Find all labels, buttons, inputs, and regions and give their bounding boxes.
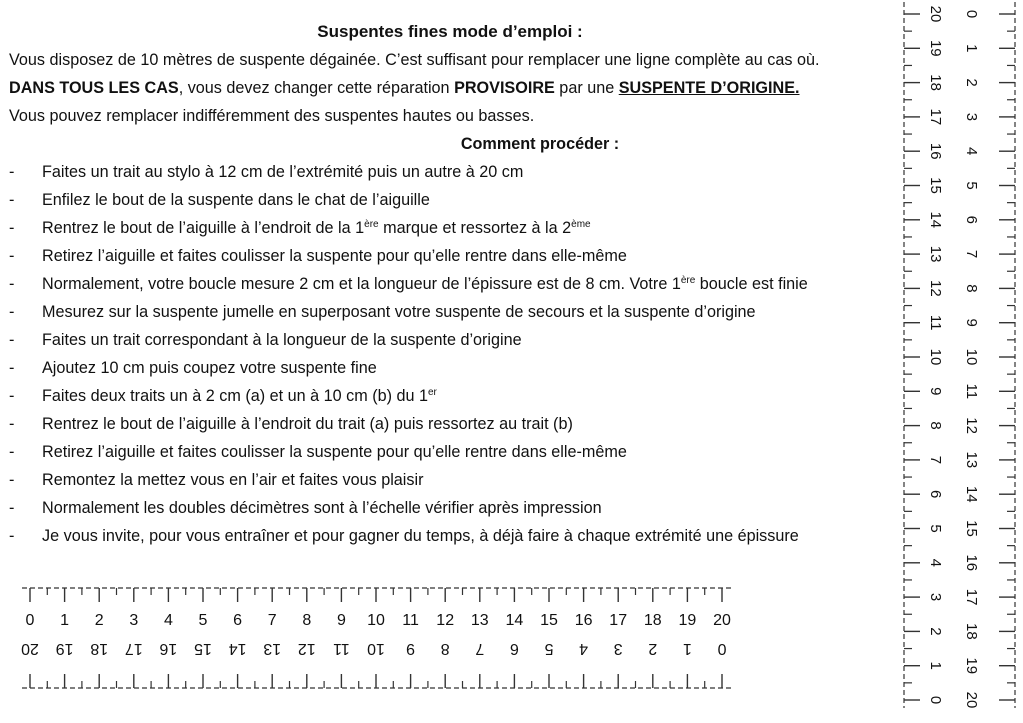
ruler-tick-label-inverted: 9 bbox=[406, 640, 416, 657]
dash-bullet: - bbox=[9, 331, 15, 349]
ruler-tick-label-inverted: 13 bbox=[263, 640, 282, 657]
superscript: ème bbox=[571, 219, 591, 230]
ruler-tick-label: 14 bbox=[963, 485, 980, 503]
ruler-tick-label-inverted: 8 bbox=[440, 640, 450, 657]
superscript: ère bbox=[680, 275, 696, 286]
ruler-tick-label-inverted: 17 bbox=[124, 640, 143, 657]
ruler-tick-label-inverted: 6 bbox=[509, 640, 519, 657]
superscript: er bbox=[427, 387, 437, 398]
ruler-tick-label-inverted: 18 bbox=[90, 640, 109, 657]
ruler-tick-label: 14 bbox=[505, 612, 524, 629]
dash-bullet: - bbox=[9, 219, 15, 237]
instructions-document bbox=[9, 18, 891, 550]
ruler-tick-label: 16 bbox=[927, 142, 944, 160]
ruler-tick-label: 5 bbox=[963, 181, 980, 190]
ruler-tick-label: 11 bbox=[927, 314, 944, 331]
step-9 bbox=[9, 382, 891, 410]
ruler-tick-label: 3 bbox=[963, 112, 980, 122]
ruler-tick-label: 11 bbox=[402, 612, 419, 629]
ruler-tick-label: 18 bbox=[643, 612, 662, 629]
ruler-tick-label-inverted: 1 bbox=[682, 640, 692, 657]
step-8 bbox=[9, 354, 891, 382]
document-title: Suspentes fines mode d’emploi : bbox=[317, 22, 583, 41]
intro-line-2-text-2: par une bbox=[554, 79, 619, 97]
ruler-tick-label: 1 bbox=[963, 44, 980, 53]
ruler-tick-label: 0 bbox=[25, 612, 35, 629]
ruler-tick-label: 19 bbox=[678, 612, 697, 629]
ruler-tick-label: 20 bbox=[713, 612, 731, 629]
step-14 bbox=[9, 522, 891, 550]
ruler-tick-label: 20 bbox=[927, 5, 944, 23]
ruler-tick-label: 6 bbox=[963, 215, 980, 224]
ruler-tick-label-inverted: 11 bbox=[333, 640, 350, 657]
step-text: boucle est finie bbox=[695, 275, 808, 293]
ruler-tick-label-inverted: 0 bbox=[717, 640, 727, 657]
ruler-tick-label: 19 bbox=[927, 39, 944, 57]
ruler-tick-label: 3 bbox=[927, 592, 944, 602]
dash-bullet: - bbox=[9, 499, 15, 517]
ruler-tick-label: 10 bbox=[927, 348, 944, 366]
step-text: Normalement les doubles décimètres sont à l’échelle vérifier après impression bbox=[42, 499, 602, 517]
ruler-tick-label: 11 bbox=[963, 383, 980, 400]
dash-bullet: - bbox=[9, 191, 15, 209]
step-1 bbox=[9, 158, 891, 186]
ruler-tick-label: 13 bbox=[963, 451, 980, 469]
step-7 bbox=[9, 326, 891, 354]
original-line-text: SUSPENTE D’ORIGINE. bbox=[618, 79, 800, 97]
ruler-tick-label: 13 bbox=[927, 245, 944, 263]
ruler-tick-label: 6 bbox=[233, 612, 243, 629]
ruler-tick-label: 2 bbox=[963, 78, 980, 87]
procedure-subtitle: Comment procéder : bbox=[460, 135, 620, 153]
all-cases-text: DANS TOUS LES CAS bbox=[9, 79, 179, 97]
ruler-tick-label-inverted: 14 bbox=[228, 640, 247, 657]
dash-bullet: - bbox=[9, 275, 15, 293]
ruler-tick-label: 3 bbox=[129, 612, 139, 629]
ruler-tick-label: 18 bbox=[963, 623, 980, 640]
step-text: Enfilez le bout de la suspente dans le chat de l’aiguille bbox=[42, 191, 430, 209]
ruler-tick-label: 4 bbox=[963, 147, 980, 156]
ruler-tick-label-inverted: 16 bbox=[159, 640, 178, 657]
intro-line-3: Vous pouvez remplacer indifféremment des suspentes hautes ou basses. bbox=[9, 107, 535, 125]
step-text: Faites un trait correspondant à la longueur de la suspente d’origine bbox=[42, 331, 522, 349]
ruler-tick-label: 6 bbox=[927, 490, 944, 499]
ruler-tick-label: 12 bbox=[436, 612, 455, 629]
ruler-tick-label: 10 bbox=[367, 612, 385, 629]
step-2 bbox=[9, 186, 891, 214]
ruler-tick-label: 15 bbox=[927, 177, 944, 194]
ruler-tick-label: 8 bbox=[302, 612, 312, 629]
ruler-tick-label: 4 bbox=[927, 558, 944, 567]
step-text: Ajoutez 10 cm puis coupez votre suspente fine bbox=[42, 359, 377, 377]
ruler-tick-label: 17 bbox=[927, 108, 944, 126]
step-3 bbox=[9, 214, 891, 242]
ruler-tick-label: 12 bbox=[963, 417, 980, 434]
ruler-tick-label-inverted: 19 bbox=[55, 640, 74, 657]
ruler-tick-label-inverted: 15 bbox=[194, 640, 212, 657]
ruler-tick-label: 16 bbox=[574, 612, 593, 629]
ruler-tick-label: 16 bbox=[963, 554, 980, 572]
ruler-tick-label: 1 bbox=[927, 661, 944, 670]
step-11 bbox=[9, 438, 891, 466]
ruler-tick-label-inverted: 5 bbox=[544, 640, 554, 657]
step-text: Retirez l’aiguille et faites coulisser la suspente pour qu’elle rentre dans elle-même bbox=[42, 247, 627, 265]
ruler-tick-label: 10 bbox=[963, 348, 980, 366]
ruler-tick-label: 0 bbox=[927, 695, 944, 705]
step-4 bbox=[9, 242, 891, 270]
ruler-tick-label: 5 bbox=[198, 612, 208, 629]
ruler-tick-label: 18 bbox=[927, 74, 944, 91]
ruler-tick-label: 7 bbox=[267, 612, 277, 629]
intro-line-1: Vous disposez de 10 mètres de suspente dégainée. C’est suffisant pour remplacer une ligne complète au cas où. bbox=[9, 51, 820, 69]
ruler-tick-label: 8 bbox=[927, 421, 944, 430]
dash-bullet: - bbox=[9, 359, 15, 377]
dash-bullet: - bbox=[9, 527, 15, 545]
ruler-tick-label: 14 bbox=[927, 211, 944, 229]
ruler-tick-label: 9 bbox=[927, 387, 944, 396]
dash-bullet: - bbox=[9, 415, 15, 433]
dash-bullet: - bbox=[9, 471, 15, 489]
ruler-tick-label: 17 bbox=[963, 588, 980, 606]
ruler-tick-label: 15 bbox=[963, 520, 980, 537]
ruler-tick-label-inverted: 3 bbox=[613, 640, 623, 657]
ruler-tick-label-inverted: 10 bbox=[367, 640, 385, 657]
dash-bullet: - bbox=[9, 247, 15, 265]
step-text: Retirez l’aiguille et faites coulisser la suspente pour qu’elle rentre dans elle-même bbox=[42, 443, 627, 461]
ruler-tick-label: 0 bbox=[963, 9, 980, 19]
ruler-tick-label: 7 bbox=[927, 455, 944, 465]
ruler-tick-label: 9 bbox=[963, 318, 980, 327]
step-6 bbox=[9, 298, 891, 326]
dash-bullet: - bbox=[9, 303, 15, 321]
ruler-tick-label: 4 bbox=[163, 612, 173, 629]
step-text: Normalement, votre boucle mesure 2 cm et la longueur de l’épissure est de 8 cm. Votre 1 bbox=[42, 275, 681, 293]
ruler-tick-label: 17 bbox=[609, 612, 628, 629]
ruler-tick-label: 9 bbox=[336, 612, 346, 629]
ruler-tick-label-inverted: 7 bbox=[475, 640, 485, 657]
ruler-tick-label-inverted: 2 bbox=[648, 640, 658, 657]
step-text: Mesurez sur la suspente jumelle en superposant votre suspente de secours et la suspente d’origine bbox=[42, 303, 756, 321]
ruler-tick-label: 20 bbox=[963, 691, 980, 709]
ruler-tick-label: 2 bbox=[94, 612, 104, 629]
intro-line-2-text: , vous devez changer cette réparation bbox=[178, 79, 455, 97]
ruler-tick-label: 19 bbox=[963, 657, 980, 675]
step-12 bbox=[9, 466, 891, 494]
step-10 bbox=[9, 410, 891, 438]
horizontal-double-ruler bbox=[18, 584, 743, 696]
step-text: Faites un trait au stylo à 12 cm de l’extrémité puis un autre à 20 cm bbox=[42, 163, 524, 181]
ruler-tick-label: 7 bbox=[963, 249, 980, 259]
ruler-tick-label-inverted: 12 bbox=[297, 640, 316, 657]
step-text: marque et ressortez à la 2 bbox=[378, 219, 572, 237]
ruler-tick-label: 1 bbox=[60, 612, 70, 629]
dash-bullet: - bbox=[9, 443, 15, 461]
step-text: Rentrez le bout de l’aiguille à l’endroit du trait (a) puis ressortez au trait (b) bbox=[42, 415, 573, 433]
dash-bullet: - bbox=[9, 163, 15, 181]
ruler-tick-label: 8 bbox=[963, 284, 980, 293]
ruler-tick-label: 2 bbox=[927, 627, 944, 636]
step-13 bbox=[9, 494, 891, 522]
step-text: Remontez la mettez vous en l’air et faites vous plaisir bbox=[42, 471, 424, 489]
provisional-text: PROVISOIRE bbox=[454, 79, 555, 97]
step-text: Faites deux traits un à 2 cm (a) et un à 10 cm (b) du 1 bbox=[42, 387, 428, 405]
vertical-double-ruler bbox=[896, 0, 1020, 723]
step-5 bbox=[9, 270, 891, 298]
ruler-tick-label: 13 bbox=[470, 612, 489, 629]
ruler-tick-label: 15 bbox=[540, 612, 558, 629]
ruler-tick-label-inverted: 4 bbox=[579, 640, 589, 657]
step-text: Rentrez le bout de l’aiguille à l’endroit de la 1 bbox=[42, 219, 365, 237]
ruler-tick-label: 12 bbox=[927, 280, 944, 297]
dash-bullet: - bbox=[9, 387, 15, 405]
ruler-tick-label: 5 bbox=[927, 524, 944, 533]
ruler-tick-label-inverted: 20 bbox=[21, 640, 39, 657]
step-text: Je vous invite, pour vous entraîner et pour gagner du temps, à déjà faire à chaque extrémité une épissure bbox=[42, 527, 799, 545]
superscript: ère bbox=[364, 219, 379, 230]
intro-line-2 bbox=[9, 74, 891, 102]
